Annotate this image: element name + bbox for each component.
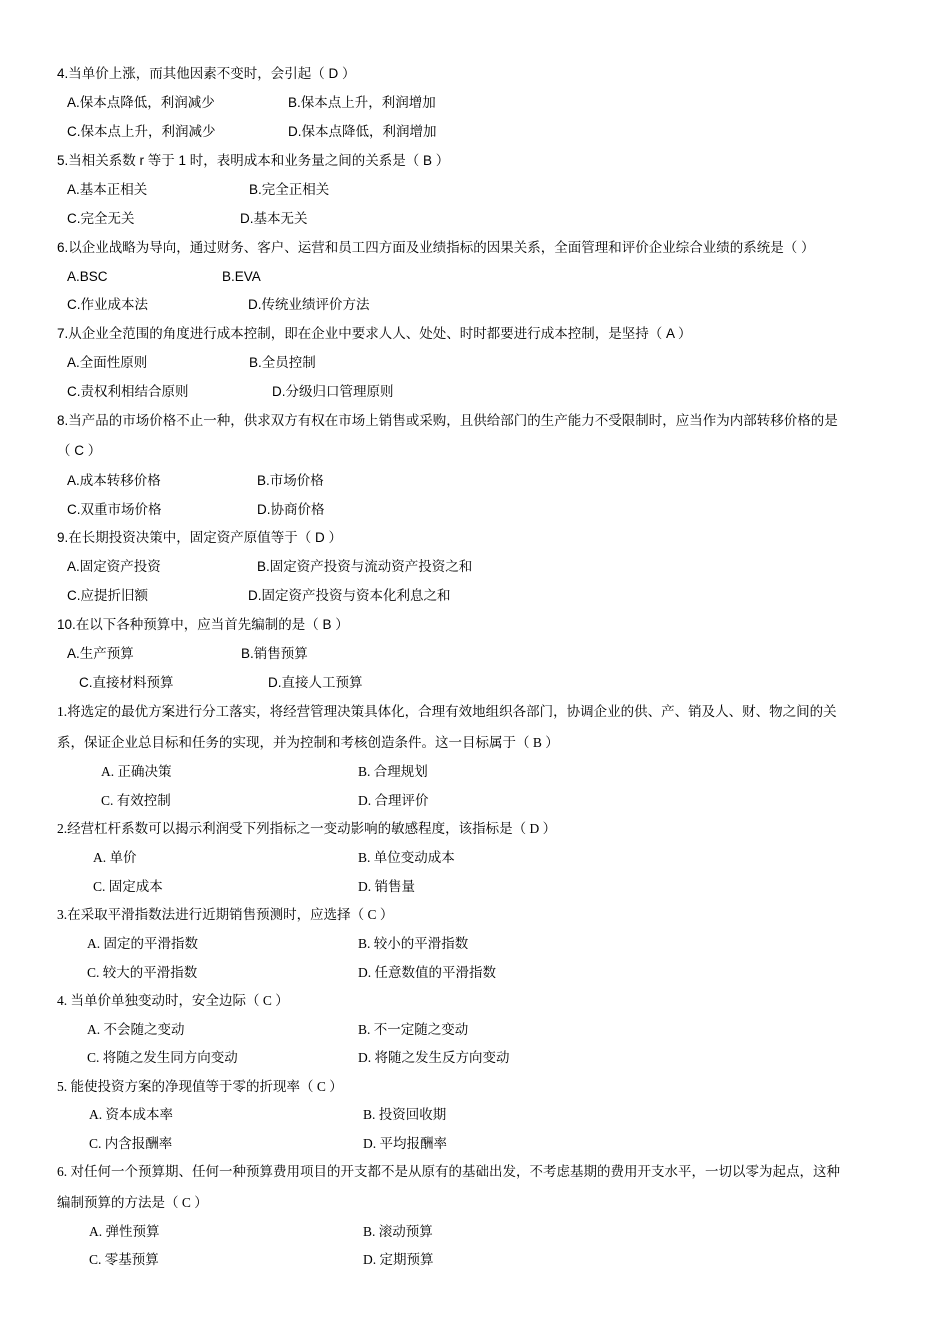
option-c: C. 较大的平滑指数: [87, 965, 198, 980]
option-a: A. 固定的平滑指数: [87, 936, 198, 951]
option-a: A.基本正相关: [67, 182, 148, 197]
option-b: B.全员控制: [249, 355, 316, 370]
option-a: A. 不会随之变动: [87, 1022, 185, 1037]
question-text-continued: 系，保证企业总目标和任务的实现，并为控制和考核创造条件。这一目标属于（ B ）: [57, 735, 559, 750]
option-c: C. 零基预算: [89, 1252, 159, 1267]
question-text: 3.在采取平滑指数法进行近期销售预测时，应选择（ C ）: [57, 907, 394, 922]
option-b: B.EVA: [222, 269, 261, 284]
option-c: C.直接材料预算: [79, 675, 174, 690]
option-c: C.责权利相结合原则: [67, 384, 189, 399]
option-b: B.保本点上升，利润增加: [288, 95, 436, 110]
option-d: D.直接人工预算: [268, 675, 363, 690]
option-d: D.传统业绩评价方法: [248, 297, 370, 312]
option-d: D. 定期预算: [363, 1252, 434, 1267]
option-d: D.基本无关: [240, 211, 308, 226]
option-d: D. 将随之发生反方向变动: [358, 1050, 510, 1065]
option-c: C. 将随之发生同方向变动: [87, 1050, 238, 1065]
option-a: A.全面性原则: [67, 355, 148, 370]
option-b: B.销售预算: [241, 646, 308, 661]
option-b: B. 单位变动成本: [358, 850, 455, 865]
option-b: B.固定资产投资与流动资产投资之和: [257, 559, 473, 574]
question-text: 9.在长期投资决策中，固定资产原值等于（ D ）: [57, 530, 343, 545]
option-b: B. 不一定随之变动: [358, 1022, 469, 1037]
option-c: C.应提折旧额: [67, 588, 148, 603]
question-text: 2.经营杠杆系数可以揭示利润受下列指标之一变动影响的敏感程度，该指标是（ D ）: [57, 821, 557, 836]
option-c: C.保本点上升，利润减少: [67, 124, 216, 139]
question-text: 1.将选定的最优方案进行分工落实，将经营管理决策具体化，合理有效地组织各部门，协调企业的供、产、销及人、财、物之间的关: [57, 704, 837, 719]
option-a: A.生产预算: [67, 646, 134, 661]
question-text: 7.从企业全范围的角度进行成本控制，即在企业中要求人人、处处、时时都要进行成本控制，是坚持（ A ）: [57, 326, 692, 341]
option-a: A. 弹性预算: [89, 1224, 160, 1239]
option-d: D. 合理评价: [358, 793, 429, 808]
option-a: A.保本点降低，利润减少: [67, 95, 215, 110]
option-a: A.BSC: [67, 269, 108, 284]
option-b: B. 合理规划: [358, 764, 428, 779]
option-c: C. 固定成本: [93, 879, 163, 894]
option-a: A.固定资产投资: [67, 559, 161, 574]
option-b: B.市场价格: [257, 473, 324, 488]
question-text-continued: 编制预算的方法是（ C ）: [57, 1195, 208, 1210]
question-text: 4.当单价上涨，而其他因素不变时，会引起（ D ）: [57, 66, 356, 81]
option-d: D.保本点降低，利润增加: [288, 124, 437, 139]
option-b: B. 投资回收期: [363, 1107, 447, 1122]
question-text: 6.以企业战略为导向，通过财务、客户、运营和员工四方面及业绩指标的因果关系，全面管理和评价企业综合业绩的系统是（ ）: [57, 240, 815, 255]
question-text: 5.当相关系数 r 等于 1 时，表明成本和业务量之间的关系是（ B ）: [57, 153, 450, 168]
option-a: A. 单价: [93, 850, 137, 865]
question-text: 8.当产品的市场价格不止一种，供求双方有权在市场上销售或采购，且供给部门的生产能力不受限制时，应当作为内部转移价格的是: [57, 413, 838, 428]
question-text: 4. 当单价单独变动时，安全边际（ C ）: [57, 993, 289, 1008]
option-d: D. 平均报酬率: [363, 1136, 447, 1151]
option-d: D.协商价格: [257, 502, 325, 517]
option-d: D.固定资产投资与资本化利息之和: [248, 588, 451, 603]
option-d: D. 任意数值的平滑指数: [358, 965, 496, 980]
option-c: C.双重市场价格: [67, 502, 162, 517]
option-b: B. 较小的平滑指数: [358, 936, 469, 951]
option-a: A. 资本成本率: [89, 1107, 173, 1122]
option-b: B.完全正相关: [249, 182, 330, 197]
option-b: B. 滚动预算: [363, 1224, 433, 1239]
question-text: 6. 对任何一个预算期、任何一种预算费用项目的开支都不是从原有的基础出发，不考虑基期的费用开支水平，一切以零为起点，这种: [57, 1164, 840, 1179]
question-text: 10.在以下各种预算中，应当首先编制的是（ B ）: [57, 617, 349, 632]
option-c: C. 有效控制: [101, 793, 171, 808]
option-a: A.成本转移价格: [67, 473, 161, 488]
option-d: D. 销售量: [358, 879, 415, 894]
option-a: A. 正确决策: [101, 764, 172, 779]
option-c: C.完全无关: [67, 211, 135, 226]
question-text: 5. 能使投资方案的净现值等于零的折现率（ C ）: [57, 1079, 343, 1094]
question-text-continued: （ C ）: [57, 443, 102, 458]
option-c: C.作业成本法: [67, 297, 148, 312]
option-d: D.分级归口管理原则: [272, 384, 394, 399]
option-c: C. 内含报酬率: [89, 1136, 173, 1151]
